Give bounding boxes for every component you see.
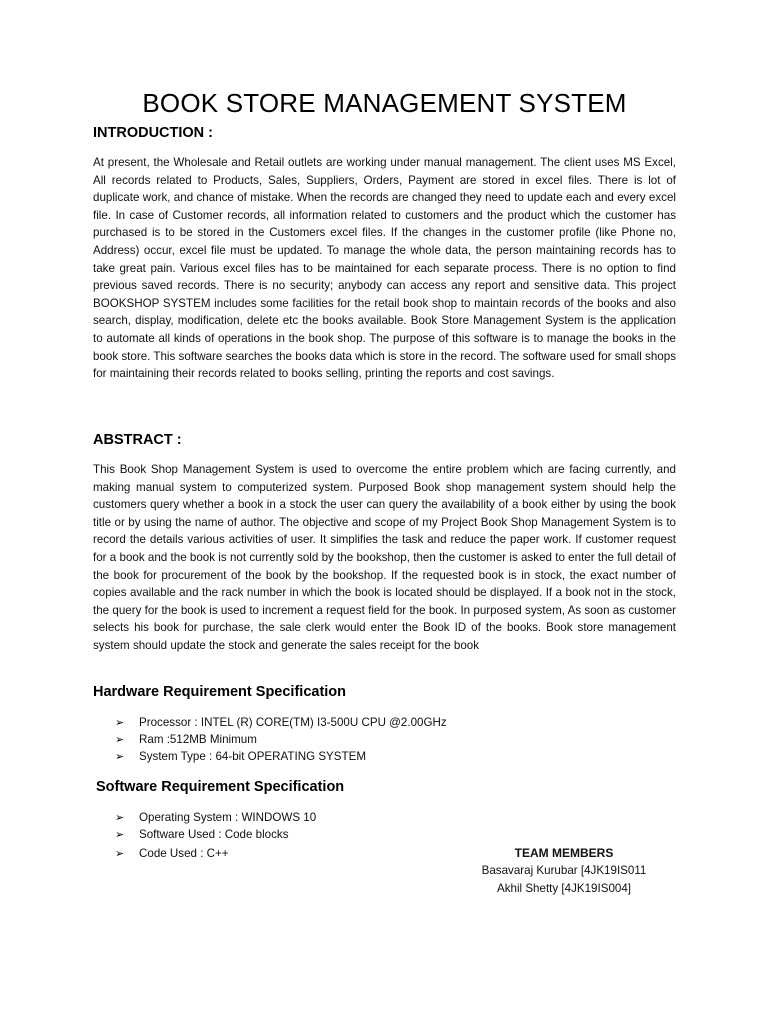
list-item: [115, 731, 447, 748]
list-item: [115, 826, 316, 843]
software-item-ide: Software Used : Code blocks: [139, 828, 289, 841]
team-members-heading: TEAM MEMBERS: [514, 846, 614, 860]
list-item: [115, 714, 447, 731]
arrow-bullet-icon: ➢: [115, 751, 125, 763]
list-item: [115, 809, 316, 826]
introduction-heading: INTRODUCTION :: [93, 125, 214, 141]
team-member-1: Basavaraj Kurubar [4JK19IS011: [481, 864, 647, 877]
software-item-os: Operating System : WINDOWS 10: [139, 811, 317, 824]
hardware-list: [115, 714, 447, 765]
arrow-bullet-icon: ➢: [115, 847, 125, 860]
arrow-bullet-icon: ➢: [115, 812, 125, 824]
arrow-bullet-icon: ➢: [115, 717, 125, 729]
hardware-item-processor: Processor : INTEL (R) CORE(TM) I3-500U CPU @2.00GHz: [139, 716, 447, 729]
document-title: BOOK STORE MANAGEMENT SYSTEM: [142, 88, 627, 118]
team-members-block: [471, 845, 657, 898]
abstract-heading: ABSTRACT :: [93, 432, 182, 448]
arrow-bullet-icon: ➢: [115, 734, 125, 746]
hardware-heading: Hardware Requirement Specification: [93, 684, 347, 700]
introduction-paragraph: At present, the Wholesale and Retail outlets are working under manual management. The client uses MS Excel, All records related to Products, Sales, Suppliers, Orders, Payment are stored in excel files. There is lot of duplicate work, and chance of mistake. When the records are changed they need to update each and every excel file. In case of Customer records, all information related to customers and the product which the customer has purchased is to be stored in the Customers excel files. If the changes in the customer profile (like Phone no, Address) occur, excel file must be updated. To manage the whole data, the person maintaining records has to take great pain. Various excel files has to be maintained for each separate process. There is no option to find previous saved records. There is no security; anybody can access any report and sensitive data. This project BOOKSHOP SYSTEM includes some facilities for the retail book shop to maintain records of the books and also search, display, modification, delete etc the books available. Book Store Management System is the application to automate all kinds of operations in the book shop. The purpose of this software is to manage the books in the book store. This software searches the books data which is store in the record. The software used for small shops for maintaining their records related to books selling, printing the reports and cost savings.: [93, 156, 676, 381]
hardware-item-system-type: System Type : 64-bit OPERATING SYSTEM: [139, 750, 366, 763]
software-list: [115, 809, 316, 863]
software-item-language: Code Used : C++: [139, 846, 229, 860]
list-item: [115, 843, 316, 863]
arrow-bullet-icon: ➢: [115, 829, 125, 841]
hardware-item-ram: Ram :512MB Minimum: [139, 733, 257, 746]
list-item: [115, 748, 447, 765]
software-heading: Software Requirement Specification: [96, 779, 345, 795]
abstract-paragraph: This Book Shop Management System is used to overcome the entire problem which are facing currently, and making manual system to computerized system. Purposed Book shop management system should help the customers query whether a book in a stock the user can query the availability of a book either by using the book title or by using the name of author. The objective and scope of my Project Book Shop Management System is to record the details various activities of user. It simplifies the task and reduce the paper work. If customer request for a book and the book is not currently sold by the bookshop, then the customer is asked to enter the full detail of the book for procurement of the book by the bookshop. If the requested book is in stock, the exact number of copies available and the rack number in which the book is located should be displayed. If a book not in the stock, the query for the book is used to increment a request field for the book. In purposed system, As soon as customer selects his book for purchase, the sale clerk would enter the Book ID of the books. Book store management system should update the stock and generate the sales receipt for the book: [93, 463, 676, 652]
team-member-2: Akhil Shetty [4JK19IS004]: [496, 882, 632, 895]
